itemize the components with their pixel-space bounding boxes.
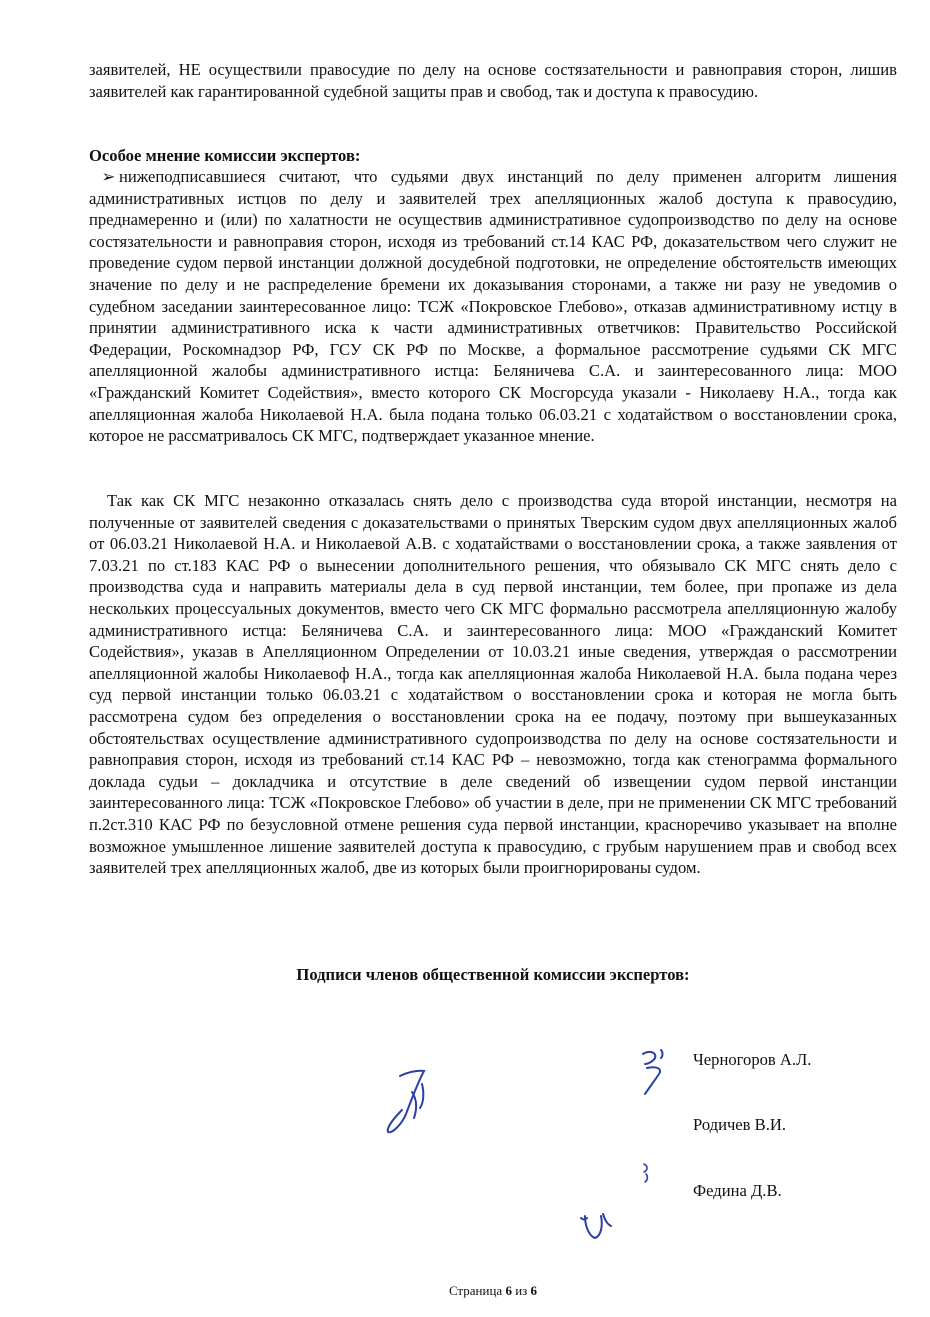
signer-name-1: Черногоров А.Л.	[693, 1050, 812, 1069]
handwritten-signature-3	[636, 1160, 656, 1184]
intro-paragraph: заявителей, НЕ осуществили правосудие по делу на основе состязательности и равноправия сторон, лишив заявителей как гарантированной судебной защиты прав и свобод, так и доступа к правосудию.	[89, 60, 897, 101]
footer-prefix: Страница	[448, 1283, 503, 1298]
handwritten-signature-2	[633, 1046, 673, 1096]
opinion-paragraph	[89, 166, 897, 447]
reasoning-paragraph	[89, 490, 897, 879]
footer-current-page: 6	[505, 1283, 512, 1298]
signer-name-3: Федина Д.В.	[693, 1181, 782, 1200]
arrow-bullet-icon: ➢	[101, 167, 116, 186]
page-number-footer	[0, 1283, 930, 1299]
handwritten-signature-4	[577, 1206, 617, 1246]
signatures-heading: Подписи членов общественной комиссии экспертов:	[296, 965, 690, 984]
reasoning-body: Так как СК МГС незаконно отказалась снять дело с производства суда второй инстанции, несмотря на полученные от заявителей сведения с доказательствами о принятых Тверским судом двух апелляционных жалоб от 06.03.21 Николаевой Н.А. и Николаевой А.В. с ходатайствами о восстановлении срока, а также заявления от 7.03.21 по ст.183 КАС РФ о вынесении дополнительного решения, что обязывало СК МГС снять дело с производства суда и направить материалы дела в суд первой инстанции, тем более, при пропаже из дела нескольких процессуальных документов, вместо чего СК МГС формально рассмотрела апелляционную жалобу административного истца: Беляничева С.А. и заинтересованного лица: МОО «Гражданский Комитет Содействия», указав в Апелляционном Определении от 10.03.21 иные сведения, утверждая о рассмотрении апелляционной жалобы Николаевоф Н.А., тогда как апелляционная жалоба Николаевой Н.А. была подана через суд первой инстанции только 06.03.21 с ходатайством о восстановлении срока и которая не могла быть рассмотрена судом без определения о восстановлении срока на ее подачу, поэтому при вышеуказанных обстоятельствах осуществление административного судопроизводства по делу на основе состязательности и равноправия сторон, исходя из требований ст.14 КАС РФ – невозможно, тогда как стенограмма формального доклада судьи – докладчика и отсутствие в деле сведений об извещении судом первой инстанции заинтересованного лица: ТСЖ «Покровское Глебово» об участии в деле, при не применении СК МГС требований п.2ст.310 КАС РФ по безусловной отмене решения суда первой инстанции, красноречиво указывает на вполне возможное умышленное лишение заявителей доступа к правосудию, с грубым нарушением прав и свобод всех заявителей трех апелляционных жалоб, две из которых были проигнорированы судом.	[89, 491, 897, 878]
handwritten-signature-1	[378, 1062, 438, 1142]
opinion-heading: Особое мнение комиссии экспертов:	[89, 146, 361, 165]
signer-name-2: Родичев В.И.	[693, 1115, 786, 1134]
opinion-body: нижеподписавшиеся считают, что судьями двух инстанций по делу применен алгоритм лишения административных истцов по делу и заявителей трех апелляционных жалоб доступа к правосудию, преднамеренно и (или) по халатности не осуществив административное судопроизводство по делу на основе состязательности и равноправия сторон, исходя из требований ст.14 КАС РФ, доказательством чего служит не проведение судом первой инстанции должной досудебной подготовки, не определение обстоятельств имеющих значение по делу и не распределение бремени их доказывания сторонами, а также ни разу не уведомив о судебном заседании заинтересованное лицо: ТСЖ «Покровское Глебово», отказав административному истцу в принятии административного иска к части административных ответчиков: Правительство Российской Федерации, Роскомнадзор РФ, ГСУ СК РФ по Москве, а формальное рассмотрение судьями СК МГС апелляционной жалобы административного истца: Беляничева С.А. и заинтересованного лица: МОО «Гражданский Комитет Содействия», вместо которого СК Мосгорсуда указали - Николаеву Н.А., тогда как апелляционная жалоба Николаевой Н.А. была подана только 06.03.21 с ходатайством о восстановлении срока, которое не рассматривалось СК МГС, подтверждает указанное мнение.	[89, 167, 897, 446]
footer-total-pages: 6	[530, 1283, 538, 1298]
footer-separator: из	[515, 1283, 528, 1298]
